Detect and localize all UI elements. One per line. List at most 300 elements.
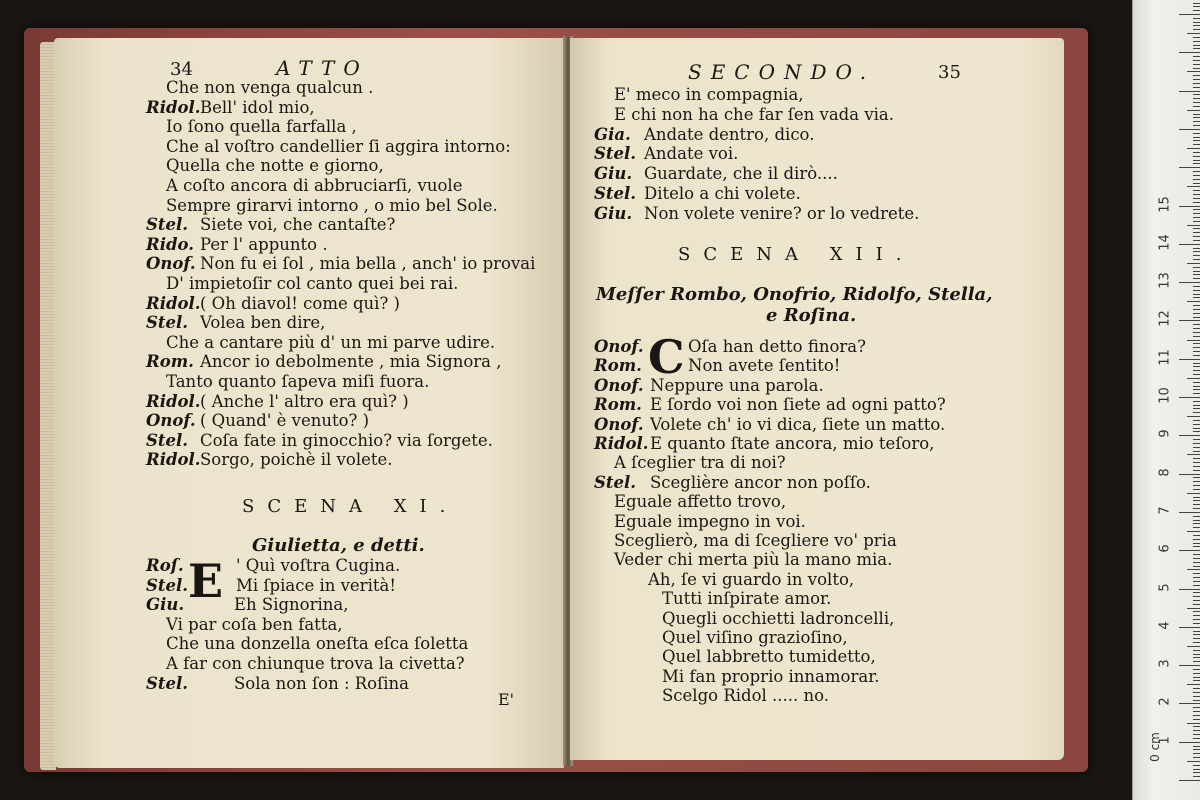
ruler-tick <box>1193 680 1200 681</box>
ruler-tick <box>1193 711 1200 712</box>
ruler-tick <box>1193 585 1200 586</box>
ruler-tick <box>1187 148 1200 149</box>
ruler-tick <box>1187 301 1200 302</box>
ruler-number: 15 <box>1157 195 1173 213</box>
verse-line: ( Quand' è venuto? ) <box>200 411 370 431</box>
ruler-tick <box>1193 554 1200 555</box>
verse-line: Scelgo Ridol ..... no. <box>662 686 830 706</box>
ruler-tick <box>1193 719 1200 720</box>
ruler-tick <box>1193 198 1200 199</box>
speaker-label: Stel. <box>594 184 637 203</box>
ruler-tick <box>1179 703 1200 704</box>
ruler-tick <box>1193 566 1200 567</box>
ruler-tick <box>1193 370 1200 371</box>
ruler-tick <box>1187 684 1200 685</box>
ruler-tick <box>1193 171 1200 172</box>
ruler-tick <box>1193 317 1200 318</box>
verse-line: ( Oh diavol! come quì? ) <box>200 293 400 313</box>
ruler-tick <box>1179 780 1200 781</box>
ruler-tick <box>1193 431 1200 432</box>
ruler-tick <box>1193 41 1200 42</box>
verse-line: Guardate, che il dirò.... <box>644 164 838 184</box>
ruler-tick <box>1193 87 1200 88</box>
ruler-number: 9 <box>1157 429 1173 438</box>
ruler-tick <box>1193 657 1200 658</box>
ruler-tick <box>1193 144 1200 145</box>
ruler-tick <box>1179 91 1200 92</box>
verse-line: Non avete ſentito! <box>688 356 841 376</box>
ruler-number: 10 <box>1157 387 1173 404</box>
ruler-tick <box>1193 726 1200 727</box>
ruler-tick <box>1193 240 1200 241</box>
verse-line: Quegli occhietti ladroncelli, <box>662 608 895 628</box>
verse-line: Volea ben dire, <box>200 313 326 333</box>
ruler-number: 11 <box>1157 348 1173 366</box>
verse-line: Quel viſino grazioſino, <box>662 628 848 647</box>
ruler-tick <box>1193 363 1200 364</box>
ruler-tick <box>1179 512 1200 513</box>
ruler-tick <box>1193 83 1200 84</box>
ruler-tick <box>1193 64 1200 65</box>
verse-line: Neppure una parola. <box>650 375 824 395</box>
ruler-tick <box>1179 665 1200 666</box>
verse-line: A far con chiunque trova la civetta? <box>166 654 465 673</box>
verse-line: Non volete venire? or lo vedrete. <box>644 203 920 223</box>
ruler-unit-label: 0 cm <box>1147 732 1162 762</box>
ruler-tick <box>1193 160 1200 161</box>
verse-line: Quel labbretto tumidetto, <box>662 647 876 667</box>
ruler-tick <box>1193 481 1200 482</box>
ruler-tick <box>1179 435 1200 436</box>
verse-line: Non fu ei ſol , mia bella , anch' io provai <box>200 254 536 274</box>
ruler-tick <box>1187 454 1200 455</box>
ruler-tick <box>1193 615 1200 616</box>
ruler-tick <box>1193 125 1200 126</box>
ruler-tick <box>1193 179 1200 180</box>
ruler-tick <box>1179 52 1200 53</box>
ruler-tick <box>1193 45 1200 46</box>
ruler-tick <box>1193 546 1200 547</box>
ruler-tick <box>1193 477 1200 478</box>
ruler-number: 2 <box>1157 697 1173 707</box>
ruler-tick <box>1193 631 1200 632</box>
ruler-tick <box>1187 225 1200 226</box>
ruler-tick <box>1187 531 1200 532</box>
speaker-label: Giu. <box>146 595 185 615</box>
ruler-tick <box>1193 274 1200 275</box>
ruler-tick <box>1187 110 1200 111</box>
speaker-label: Rom. <box>594 395 642 415</box>
verse-line: E quanto ſtate ancora, mio teſoro, <box>650 434 935 453</box>
ruler-tick <box>1193 527 1200 528</box>
ruler-tick <box>1193 539 1200 540</box>
scene-title-left: SCENA XI. <box>242 496 459 517</box>
ruler-tick <box>1193 382 1200 383</box>
ruler-tick <box>1193 18 1200 19</box>
ruler-tick <box>1193 746 1200 747</box>
speaker-label: Onof. <box>146 254 196 274</box>
speaker-label: Onof. <box>146 411 196 431</box>
ruler-tick <box>1193 29 1200 30</box>
verse-line: Quella che notte e giorno, <box>166 156 384 176</box>
ruler-tick <box>1193 458 1200 459</box>
ruler-tick <box>1193 328 1200 329</box>
ruler-tick <box>1193 769 1200 770</box>
verse-line: D' impietoſir col canto quei bei rai. <box>166 274 459 293</box>
verse-line: Per l' appunto . <box>200 234 328 254</box>
dropcap-left: E <box>188 554 224 608</box>
ruler-tick <box>1179 129 1200 130</box>
ruler-tick <box>1193 60 1200 61</box>
verse-line: Vi par coſa ben fatta, <box>166 614 343 634</box>
speaker-label: Ridol. <box>146 391 201 411</box>
speaker-label: Stel. <box>146 430 189 450</box>
ruler-tick <box>1193 412 1200 413</box>
ruler-tick <box>1193 673 1200 674</box>
ruler-tick <box>1193 772 1200 773</box>
speaker-label: Stel. <box>146 575 189 595</box>
speaker-label: Onof. <box>594 375 644 395</box>
ruler-number: 13 <box>1157 272 1173 289</box>
verse-line: Che a cantare più d' un mi parve udire. <box>166 332 496 352</box>
speaker-label: Stel. <box>594 144 637 164</box>
running-head-right: SECONDO. <box>688 60 876 84</box>
ruler-tick <box>1193 209 1200 210</box>
speaker-label: Rom. <box>594 356 642 376</box>
ruler-tick <box>1179 320 1200 321</box>
ruler-tick <box>1193 562 1200 563</box>
ruler-tick <box>1193 489 1200 490</box>
running-head-left: ATTO <box>276 56 369 80</box>
speaker-label: Rido. <box>146 234 194 254</box>
ruler-tick <box>1193 573 1200 574</box>
right-page <box>570 38 1064 760</box>
verse-line: Sempre girarvi intorno , o mio bel Sole. <box>166 195 498 215</box>
ruler-tick <box>1193 336 1200 337</box>
ruler-tick <box>1193 516 1200 517</box>
ruler-tick <box>1187 569 1200 570</box>
ruler-tick <box>1187 646 1200 647</box>
ruler-tick <box>1193 22 1200 23</box>
ruler-tick <box>1193 236 1200 237</box>
ruler-number: 12 <box>1157 310 1173 328</box>
speaker-label: Giu. <box>594 164 633 184</box>
ruler-tick <box>1187 416 1200 417</box>
ruler-tick <box>1193 305 1200 306</box>
verse-line: ( Anche l' altro era quì? ) <box>200 391 409 411</box>
verse-line: Eguale affetto trovo, <box>614 492 787 512</box>
speaker-label: Ridol. <box>146 450 201 470</box>
ruler-tick <box>1193 688 1200 689</box>
ruler-tick <box>1179 14 1200 15</box>
ruler-tick <box>1193 48 1200 49</box>
dropcap-right: C <box>648 330 685 384</box>
verse-line: Sceglière ancor non poſſo. <box>650 472 871 492</box>
ruler-tick <box>1193 669 1200 670</box>
page-number-left: 34 <box>170 59 193 80</box>
ruler-tick <box>1193 661 1200 662</box>
scene-title-right: SCENA XII. <box>678 244 915 265</box>
ruler-tick <box>1193 776 1200 777</box>
ruler-tick <box>1193 543 1200 544</box>
ruler-tick <box>1187 33 1200 34</box>
ruler-tick <box>1179 206 1200 207</box>
ruler-tick <box>1193 267 1200 268</box>
verse-line: Ditelo a chi volete. <box>644 184 801 203</box>
ruler-tick <box>1193 106 1200 107</box>
persons-left: Giulietta, e detti. <box>252 535 425 556</box>
ruler-tick <box>1193 696 1200 697</box>
ruler-number: 14 <box>1157 234 1173 251</box>
ruler-tick <box>1193 497 1200 498</box>
ruler-tick <box>1193 638 1200 639</box>
ruler-tick <box>1193 194 1200 195</box>
ruler-tick <box>1193 401 1200 402</box>
ruler-tick <box>1187 263 1200 264</box>
speaker-label: Ridol. <box>146 97 201 117</box>
ruler-tick <box>1193 604 1200 605</box>
ruler-tick <box>1193 439 1200 440</box>
verse-line: Andate dentro, dico. <box>644 124 815 144</box>
ruler-tick <box>1193 286 1200 287</box>
ruler-tick <box>1193 271 1200 272</box>
ruler-number: 4 <box>1157 621 1173 630</box>
ruler-tick <box>1193 217 1200 218</box>
verse-line: Eh Signorina, <box>234 595 349 615</box>
ruler-tick <box>1193 163 1200 164</box>
ruler-tick <box>1193 707 1200 708</box>
speaker-label: Stel. <box>146 215 189 235</box>
ruler-tick <box>1193 749 1200 750</box>
ruler-tick <box>1193 408 1200 409</box>
ruler-tick <box>1193 730 1200 731</box>
ruler-tick <box>1193 297 1200 298</box>
ruler-number: 1 <box>1157 736 1173 745</box>
ruler-tick <box>1193 10 1200 11</box>
verse-line: Che una donzella oneſta eſca ſoletta <box>166 634 469 654</box>
ruler-tick <box>1193 94 1200 95</box>
ruler-tick <box>1193 654 1200 655</box>
ruler-tick <box>1193 79 1200 80</box>
ruler-tick <box>1179 550 1200 551</box>
ruler-tick <box>1193 508 1200 509</box>
measurement-ruler <box>1132 0 1200 800</box>
verse-line: Che non venga qualcun . <box>166 78 374 97</box>
ruler-tick <box>1179 589 1200 590</box>
verse-line: Siete voi, che cantaſte? <box>200 215 396 235</box>
ruler-number: 7 <box>1157 506 1173 515</box>
ruler-number: 8 <box>1157 467 1173 477</box>
ruler-tick <box>1193 140 1200 141</box>
ruler-tick <box>1179 627 1200 628</box>
ruler-tick <box>1193 443 1200 444</box>
verse-line: E' meco in compagnia, <box>614 85 804 104</box>
speaker-label: Rom. <box>146 352 194 372</box>
ruler-tick <box>1193 190 1200 191</box>
ruler-tick <box>1179 244 1200 245</box>
ruler-tick <box>1193 600 1200 601</box>
persons-right-line2: e Roſina. <box>766 305 857 326</box>
left-page <box>54 38 564 768</box>
verse-line: Mi fan proprio innamorar. <box>662 666 880 686</box>
ruler-tick <box>1193 248 1200 249</box>
speaker-label: Ridol. <box>594 434 649 453</box>
verse-line: Bell' idol mio, <box>200 97 315 117</box>
ruler-tick <box>1193 56 1200 57</box>
ruler-tick <box>1193 596 1200 597</box>
ruler-tick <box>1193 451 1200 452</box>
verse-line: Ah, ſe vi guardo in volto, <box>648 569 855 589</box>
ruler-number: 3 <box>1157 659 1173 668</box>
ruler-tick <box>1193 228 1200 229</box>
ruler-tick <box>1193 405 1200 406</box>
ruler-tick <box>1187 71 1200 72</box>
ruler-tick <box>1193 715 1200 716</box>
ruler-tick <box>1193 577 1200 578</box>
verse-line: Tanto quanto ſapeva miſi fuora. <box>166 372 430 391</box>
ruler-tick <box>1193 152 1200 153</box>
ruler-tick <box>1187 761 1200 762</box>
verse-line: Tutti inſpirate amor. <box>662 589 832 609</box>
ruler-tick <box>1193 592 1200 593</box>
ruler-tick <box>1193 3 1200 4</box>
ruler-tick <box>1193 757 1200 758</box>
ruler-tick <box>1193 535 1200 536</box>
verse-line: Oſa han detto finora? <box>688 337 866 356</box>
ruler-tick <box>1193 133 1200 134</box>
ruler-tick <box>1193 114 1200 115</box>
persons-right-line1: Meſſer Rombo, Onofrio, Ridolfo, Stella, <box>596 284 993 305</box>
ruler-tick <box>1179 742 1200 743</box>
ruler-tick <box>1193 68 1200 69</box>
ruler-tick <box>1193 447 1200 448</box>
ruler-tick <box>1193 393 1200 394</box>
ruler-tick <box>1193 98 1200 99</box>
ruler-tick <box>1193 221 1200 222</box>
ruler-tick <box>1193 183 1200 184</box>
ruler-tick <box>1193 25 1200 26</box>
verse-line: E chi non ha che far ſen vada via. <box>614 104 895 124</box>
verse-line: Io ſono quella farfalla , <box>166 117 357 137</box>
ruler-tick <box>1193 389 1200 390</box>
verse-line: Sorgo, poichè il volete. <box>200 450 393 470</box>
ruler-tick <box>1193 753 1200 754</box>
ruler-tick <box>1193 366 1200 367</box>
speaker-label: Onof. <box>594 414 644 434</box>
ruler-tick <box>1193 355 1200 356</box>
verse-line: A ſceglier tra di noi? <box>614 453 786 473</box>
speaker-label: Stel. <box>594 472 637 492</box>
ruler-tick <box>1193 650 1200 651</box>
ruler-tick <box>1193 523 1200 524</box>
catchword: E' <box>498 690 515 709</box>
ruler-tick <box>1193 386 1200 387</box>
speaker-label: Gia. <box>594 124 631 144</box>
ruler-tick <box>1193 290 1200 291</box>
ruler-tick <box>1193 213 1200 214</box>
ruler-tick <box>1193 102 1200 103</box>
verse-line: ' Quì voſtra Cugina. <box>236 556 401 575</box>
verse-line: Andate voi. <box>644 144 739 164</box>
ruler-tick <box>1193 255 1200 256</box>
ruler-tick <box>1193 623 1200 624</box>
ruler-tick <box>1193 6 1200 7</box>
ruler-tick <box>1193 137 1200 138</box>
verse-line: Coſa fate in ginocchio? via ſorgete. <box>200 430 493 450</box>
ruler-tick <box>1193 500 1200 501</box>
ruler-tick <box>1193 611 1200 612</box>
verse-line: Ancor io debolmente , mia Signora , <box>200 352 502 372</box>
ruler-tick <box>1193 504 1200 505</box>
ruler-tick <box>1193 424 1200 425</box>
ruler-tick <box>1193 278 1200 279</box>
ruler-tick <box>1193 634 1200 635</box>
ruler-tick <box>1193 692 1200 693</box>
verse-line: Veder chi merta più la mano mia. <box>614 550 893 570</box>
ruler-tick <box>1193 343 1200 344</box>
speaker-label: Giu. <box>594 203 633 223</box>
verse-line: Che al voſtro candellier ſi aggira intorno: <box>166 136 511 156</box>
ruler-tick <box>1193 75 1200 76</box>
ruler-tick <box>1193 558 1200 559</box>
ruler-tick <box>1193 232 1200 233</box>
ruler-tick <box>1179 359 1200 360</box>
ruler-tick <box>1193 251 1200 252</box>
ruler-tick <box>1193 738 1200 739</box>
ruler-number: 5 <box>1157 582 1173 592</box>
ruler-tick <box>1193 677 1200 678</box>
verse-line: A coſto ancora di abbruciarſi, vuole <box>166 176 463 195</box>
ruler-tick <box>1193 37 1200 38</box>
verse-line: E ſordo voi non ſiete ad ogni patto? <box>650 395 946 415</box>
verse-line: Sola non ſon : Roſina <box>234 673 409 693</box>
ruler-tick <box>1179 167 1200 168</box>
ruler-tick <box>1193 259 1200 260</box>
ruler-tick <box>1193 428 1200 429</box>
ruler-tick <box>1187 608 1200 609</box>
ruler-tick <box>1193 313 1200 314</box>
verse-line: Volete ch' io vi dica, ſiete un matto. <box>650 414 946 434</box>
speaker-label: Ridol. <box>146 293 201 313</box>
page-number-right: 35 <box>938 62 961 83</box>
speaker-label: Stel. <box>146 673 189 693</box>
ruler-tick <box>1193 324 1200 325</box>
ruler-tick <box>1193 347 1200 348</box>
ruler-tick <box>1193 520 1200 521</box>
ruler-tick <box>1193 117 1200 118</box>
ruler-tick <box>1179 397 1200 398</box>
speaker-label: Roſ. <box>146 556 184 575</box>
ruler-tick <box>1193 734 1200 735</box>
ruler-tick <box>1193 175 1200 176</box>
verse-line: Mi ſpiace in verità! <box>236 575 396 595</box>
ruler-tick <box>1187 723 1200 724</box>
ruler-tick <box>1193 581 1200 582</box>
ruler-tick <box>1187 493 1200 494</box>
ruler-tick <box>1193 202 1200 203</box>
ruler-number: 6 <box>1157 544 1173 553</box>
ruler-tick <box>1193 294 1200 295</box>
ruler-tick <box>1179 282 1200 283</box>
ruler-tick <box>1193 642 1200 643</box>
speaker-label: Onof. <box>594 337 644 356</box>
ruler-tick <box>1193 351 1200 352</box>
ruler-tick <box>1193 374 1200 375</box>
ruler-tick <box>1193 485 1200 486</box>
ruler-tick <box>1193 420 1200 421</box>
ruler-tick <box>1187 378 1200 379</box>
ruler-tick <box>1193 619 1200 620</box>
